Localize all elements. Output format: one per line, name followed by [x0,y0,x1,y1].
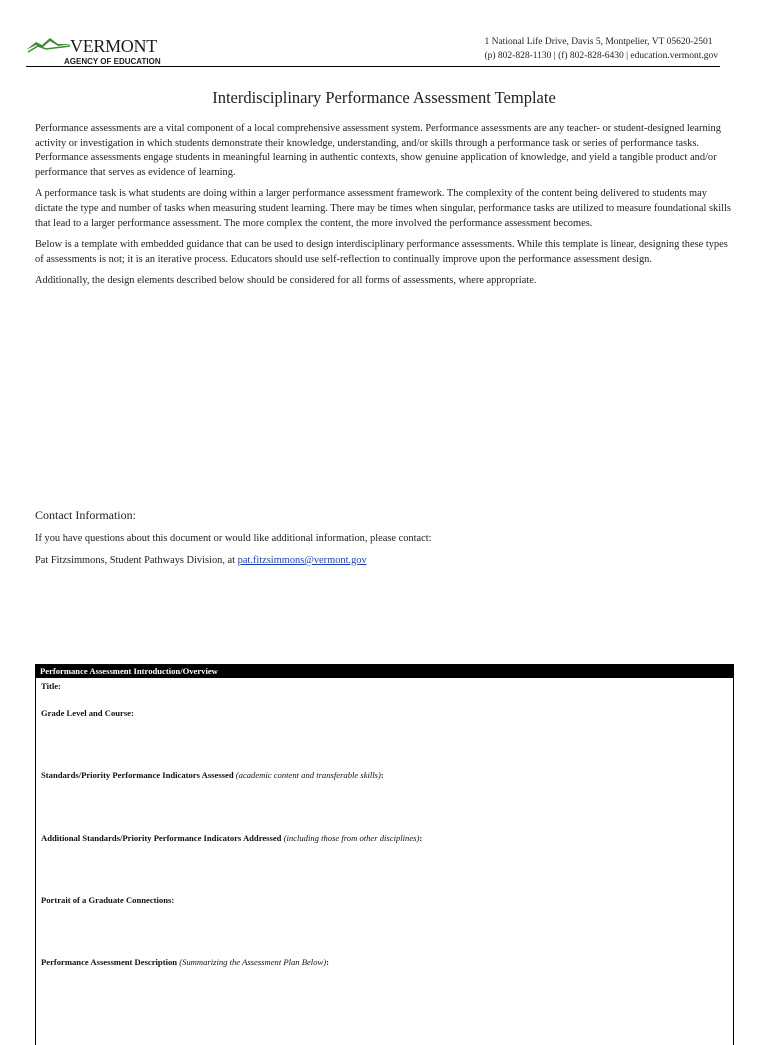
field-standards-assessed[interactable] [41,770,384,780]
intro-paragraph: Performance assessments are a vital component of a local comprehensive assessment system. Performance assessments are any teacher- or student-designed learning activity or investigation in which students demonstrate their knowledge, understanding, and/or skills through a performance task or series of performance tasks. Performance assessments engage students in meaningful learning in authentic contexts, show genuine application of knowledge, and yield a tangible product and/or performance that serves as evidence of learning. [35,123,721,178]
field-label: Standards/Priority Performance Indicators Assessed [41,770,234,780]
field-note: (including those from other disciplines) [283,833,420,843]
field-note: (academic content and transferable skills) [235,770,381,780]
intro-paragraph: A performance task is what students are doing within a larger performance assessment framework. The complexity of the content being delivered to students may dictate the type and number of tasks when measuring student learning. There may be times when singular, performance tasks are utilized to measure foundational skills that lead to a larger performance assessment. The more complex the content, the more involved the performance assessment becomes. [35,188,731,229]
field-label: Title: [41,681,61,691]
header-address: 1 National Life Drive, Davis 5, Montpelier, VT 05620-2501 [484,37,713,47]
field-label: Additional Standards/Priority Performance Indicators Addressed [41,833,282,843]
field-suffix: : [380,770,384,780]
contact-person [35,555,367,566]
field-label: Portrait of a Graduate Connections: [41,895,175,905]
logo-agency: AGENCY OF EDUCATION [64,57,161,66]
contact-email-link[interactable]: pat.fitzsimmons@vermont.gov [237,555,367,566]
mountain-logo-icon [26,32,72,54]
field-title[interactable] [41,681,61,691]
intro-paragraph: Additionally, the design elements described below should be considered for all forms of assessments, where appropriate. [35,275,537,287]
field-portrait-connections[interactable] [41,895,174,905]
field-suffix: : [419,833,423,843]
field-label: Performance Assessment Description [41,957,178,967]
header-contact [484,35,718,63]
header-phones: (p) 802-828-1130 | (f) 802-828-6430 | education.vermont.gov [484,51,718,61]
contact-person-text: Pat Fitzsimmons, Student Pathways Division, at [35,555,238,566]
field-suffix: : [326,957,329,967]
logo-wordmark: VERMONT [70,36,157,56]
field-additional-standards[interactable] [41,833,422,843]
intro-paragraph: Below is a template with embedded guidance that can be used to design interdisciplinary performance assessments. While this template is linear, designing these types of assessments is not; it is an iterative process. Educators should use self-reflection to continually improve upon the performance assessment design. [35,239,728,265]
field-assessment-description[interactable] [41,957,329,967]
overview-form [35,664,734,1045]
contact-heading: Contact Information: [35,508,136,522]
intro-body [35,122,733,296]
field-note: (Summarizing the Assessment Plan Below) [179,957,327,967]
form-header: Performance Assessment Introduction/Overview [36,665,733,678]
contact-question: If you have questions about this document or would like additional information, please contact: [35,533,432,544]
vermont-aoe-logo [26,32,161,66]
field-label: Grade Level and Course: [41,708,134,718]
field-grade-level[interactable] [41,708,134,718]
page-header [26,28,720,67]
document-title: Interdisciplinary Performance Assessment Template [212,88,556,107]
